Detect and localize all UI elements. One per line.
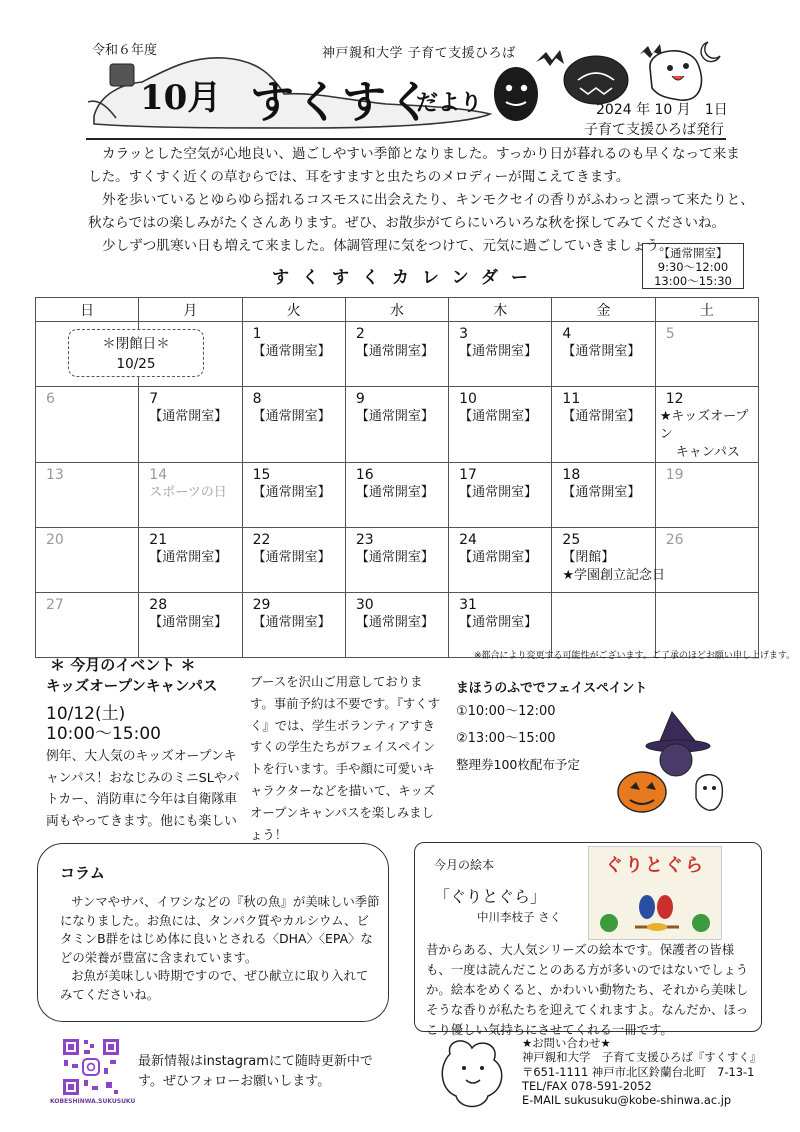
witch-pumpkin-illustration xyxy=(612,706,734,820)
closed-day-label: ＊閉館日＊ xyxy=(102,336,170,352)
calendar-day-cell xyxy=(139,387,242,463)
book-author: 中川李枝子 さく xyxy=(477,910,562,924)
weekday-wed: 水 xyxy=(345,298,448,322)
day-note: 【通常開室】 xyxy=(355,485,434,500)
ticket-info: 整理券100枚配布予定 xyxy=(456,757,580,772)
university-name: 神戸親和大学 子育て支援ひろば xyxy=(322,46,516,61)
day-number: 22 xyxy=(252,532,271,548)
day-number: 10 xyxy=(459,391,477,407)
day-note: ★キッズオープン xyxy=(659,409,749,442)
book-title: 「ぐりとぐら」 xyxy=(434,887,547,906)
day-note: 【通常開室】 xyxy=(459,615,538,630)
calendar-day-cell xyxy=(345,463,448,528)
contact-info xyxy=(522,1036,761,1107)
day-note: 【通常開室】 xyxy=(252,615,331,630)
event-time: 10:00〜15:00 xyxy=(46,724,161,744)
day-number: 8 xyxy=(252,391,262,407)
instagram-qr-code[interactable] xyxy=(60,1036,122,1098)
calendar-day-cell xyxy=(345,528,448,593)
intro-text xyxy=(88,143,754,258)
day-note: 【通常開室】 xyxy=(459,550,538,565)
day-number: 12 xyxy=(665,391,684,407)
calendar-day-cell xyxy=(36,528,139,593)
book-description: 昔からある、大人気シリーズの絵本です。保護者の皆様も、一度は読んだことのある方が多いのではないでしょうか。絵本をめくると、かわいい動物たち、それから美味しそうな香りが私たちを迎えてくれますよ。なんだか、ほっこり優しい気持ちにさせてくれる一冊です。 xyxy=(426,942,749,1037)
instagram-icon xyxy=(83,1059,99,1075)
day-note: 【通常開室】 xyxy=(252,485,331,500)
column-paragraph: お魚が美味しい時期ですので、ぜひ献立に取り入れてみてくださいね。 xyxy=(60,968,369,1002)
closed-day-date: 10/25 xyxy=(116,356,156,372)
day-number: 14 xyxy=(149,467,168,483)
day-number: 15 xyxy=(252,467,271,483)
day-number: 11 xyxy=(562,391,581,407)
day-note: 【通常開室】 xyxy=(149,409,228,424)
contact-email[interactable]: E-MAIL sukusuku@kobe-shinwa.ac.jp xyxy=(522,1093,732,1108)
day-note: 【通常開室】 xyxy=(562,485,641,500)
animals-illustration xyxy=(436,1034,516,1114)
day-number: 16 xyxy=(355,467,374,483)
contact-heading: ★お問い合わせ★ xyxy=(522,1036,611,1050)
calendar-footnote: ※都合により変更する可能性がございます。ご了承のほどお願い申し上げます。 xyxy=(474,651,796,661)
instagram-notice: 最新情報はinstagramにて随時更新中です。ぜひフォローお願いします。 xyxy=(138,1054,373,1089)
calendar-day-cell xyxy=(345,322,448,387)
event-description-1: 例年、大人気のキッズオープンキャンパス！おなじみのミニSLやパトカー、消防車に今年は自衛隊車両もやってきます。他にも楽しい xyxy=(46,749,240,829)
pumpkin-icon xyxy=(618,772,666,812)
calendar-day-cell xyxy=(552,387,655,463)
calendar-day-cell xyxy=(345,593,448,658)
calendar-day-cell xyxy=(552,322,655,387)
hours-morning: 9:30〜12:00 xyxy=(657,260,729,274)
weekday-sun: 日 xyxy=(36,298,139,322)
day-number: 7 xyxy=(149,391,159,407)
halloween-illustration xyxy=(530,36,730,108)
column-paragraph: サンマやサバ、イワシなどの『秋の魚』が美味しい季節になりました。お魚には、タンパク質やカルシウム、ビタミンB群をはじめ体に良いとされる〈DHA〉〈EPA〉などの栄養が豊富に含まれています。 xyxy=(60,894,380,965)
calendar-day-cell xyxy=(449,387,552,463)
contact-phone: TEL/FAX 078-591-2052 xyxy=(522,1078,652,1093)
day-note: キャンパス xyxy=(675,445,740,460)
calendar-day-cell xyxy=(449,322,552,387)
intro-line: 外を歩いているとゆらゆら揺れるコスモスに出会えたり、キンモクセイの香りがふわっと漂って来たりと、 xyxy=(102,192,754,208)
day-number: 17 xyxy=(459,467,477,483)
day-note: 【通常開室】 xyxy=(562,409,641,424)
weekday-mon: 月 xyxy=(139,298,242,322)
day-note: 【通常開室】 xyxy=(355,550,434,565)
column-body xyxy=(60,893,380,1004)
calendar-day-cell xyxy=(242,593,345,658)
day-number: 6 xyxy=(46,391,55,407)
day-note: 【通常開室】 xyxy=(355,344,434,359)
calendar-day-cell xyxy=(655,387,758,463)
title-month: 10月 xyxy=(140,78,222,118)
event-name: キッズオープンキャンパス xyxy=(46,679,218,695)
book-label: 今月の絵本 xyxy=(434,858,495,872)
day-note: ★学園創立記念日 xyxy=(562,568,666,583)
day-note: 【通常開室】 xyxy=(355,409,434,424)
weekday-tue: 火 xyxy=(242,298,345,322)
day-note: 【通常開室】 xyxy=(149,550,228,565)
issue-date: 2024 年 10 月 1日 xyxy=(596,102,728,118)
day-note: 【通常開室】 xyxy=(252,409,331,424)
day-number: 19 xyxy=(665,467,684,483)
calendar-day-cell xyxy=(242,322,345,387)
calendar-day-cell xyxy=(449,463,552,528)
event-heading: ＊ 今月のイベント ＊ xyxy=(50,656,196,674)
book-cover-art xyxy=(589,877,721,937)
day-number: 28 xyxy=(149,597,168,613)
moon-icon xyxy=(701,42,720,62)
face-paint-slot-1: ①10:00〜12:00 xyxy=(456,704,556,719)
calendar-day-cell xyxy=(449,528,552,593)
calendar-day-cell xyxy=(552,528,666,593)
calendar-day-cell xyxy=(345,387,448,463)
intro-line: カラッとした空気が心地良い、過ごしやすい季節となりました。すっかり日が暮れるのも早くなって来ま xyxy=(102,146,740,162)
day-number: 30 xyxy=(355,597,374,613)
weekday-sat: 土 xyxy=(655,298,758,322)
face-paint-slot-2: ②13:00〜15:00 xyxy=(456,731,556,746)
calendar-day-cell xyxy=(139,593,242,658)
event-description-2: ブースを沢山ご用意しております。事前予約は不要です。『すくすく』では、学生ボランティアすきすくの学生たちがフェイスペイントを行います。手や顔に可愛いキャラクターなどを描いて、キッズオープンキャンパスを楽しみましょう！ xyxy=(250,674,441,842)
calendar-day-cell xyxy=(655,463,758,528)
calendar-day-cell xyxy=(36,593,139,658)
calendar-title: すくすくカレンダー xyxy=(272,268,541,288)
intro-line: した。すくすく近くの草むらでは、耳をすますと虫たちのメロディーが聞こえてきます。 xyxy=(88,169,630,185)
intro-line: 少しずつ肌寒い日も増えて来ました。体調管理に気をつけて、元気に過ごしていきましょう。 xyxy=(102,238,673,254)
day-number: 21 xyxy=(149,532,168,548)
day-number: 1 xyxy=(252,326,262,342)
calendar-day-cell xyxy=(655,322,758,387)
opening-hours-box xyxy=(642,243,744,289)
calendar-day-cell xyxy=(139,528,242,593)
day-number: 4 xyxy=(562,326,572,342)
book-cover-image xyxy=(588,846,722,940)
day-note: 【通常開室】 xyxy=(252,550,331,565)
weekday-fri: 金 xyxy=(552,298,655,322)
day-note: スポーツの日 xyxy=(149,485,227,500)
day-note: 【閉館】 xyxy=(562,550,615,565)
calendar-day-cell xyxy=(655,528,758,593)
hours-afternoon: 13:00〜15:30 xyxy=(654,274,732,288)
calendar-day-cell xyxy=(242,528,345,593)
calendar-day-cell xyxy=(139,463,242,528)
day-number: 5 xyxy=(665,326,675,342)
day-number: 29 xyxy=(252,597,271,613)
day-note: 【通常開室】 xyxy=(459,485,538,500)
hours-label: 【通常開室】 xyxy=(658,246,728,260)
day-number: 25 xyxy=(562,532,581,548)
closed-day-badge xyxy=(68,329,204,377)
day-number: 31 xyxy=(459,597,477,613)
day-number: 9 xyxy=(355,391,365,407)
column-title: コラム xyxy=(60,864,105,882)
day-number: 20 xyxy=(46,532,64,548)
calendar-day-cell xyxy=(242,387,345,463)
issuer: 子育て支援ひろば発行 xyxy=(584,122,724,138)
fiscal-year: 令和６年度 xyxy=(92,43,158,58)
day-number: 26 xyxy=(665,532,684,548)
newsletter-title xyxy=(88,58,528,128)
calendar-day-cell xyxy=(36,387,139,463)
title-suffix: だより xyxy=(416,91,483,116)
calendar-day-cell xyxy=(36,463,139,528)
day-note: 【通常開室】 xyxy=(459,344,538,359)
face-paint-title: まほうのふででフェイスペイント xyxy=(456,681,648,696)
day-note: 【通常開室】 xyxy=(355,615,434,630)
day-note: 【通常開室】 xyxy=(562,344,641,359)
weekday-header-row xyxy=(36,298,759,322)
qr-caption: KOBESHINWA.SUKUSUKU xyxy=(50,1098,136,1105)
day-number: 2 xyxy=(355,326,365,342)
day-number: 27 xyxy=(46,597,64,613)
intro-line: 秋ならではの楽しみがたくさんあります。ぜひ、お散歩がてらにいろいろな秋を探してみてくださいね。 xyxy=(88,215,726,231)
bird-icon xyxy=(660,744,692,776)
event-date: 10/12(土) xyxy=(46,704,126,724)
day-number: 23 xyxy=(355,532,374,548)
calendar-day-cell xyxy=(242,463,345,528)
contact-address: 〒651-1111 神戸市北区鈴蘭台北町 7-13-1 xyxy=(522,1064,755,1079)
calendar-week-row xyxy=(36,387,759,463)
day-note: 【通常開室】 xyxy=(149,615,228,630)
calendar-week-row xyxy=(36,463,759,528)
day-number: 18 xyxy=(562,467,581,483)
day-note: 【通常開室】 xyxy=(252,344,331,359)
ghost-icon xyxy=(696,775,722,810)
ghost-icon xyxy=(650,51,701,100)
header-divider xyxy=(86,138,726,140)
day-note: 【通常開室】 xyxy=(459,409,538,424)
calendar-week-row xyxy=(36,528,759,593)
day-number: 3 xyxy=(459,326,469,342)
title-main: すくすく xyxy=(250,77,434,128)
day-number: 24 xyxy=(459,532,477,548)
contact-organization: 神戸親和大学 子育て支援ひろば『すくすく』 xyxy=(522,1050,762,1065)
weekday-thu: 木 xyxy=(449,298,552,322)
book-cover-title: ぐりとぐら xyxy=(605,855,705,876)
day-number: 13 xyxy=(46,467,64,483)
pumpkin-icon xyxy=(564,56,628,104)
calendar-day-cell xyxy=(552,463,655,528)
bat-icon xyxy=(536,50,564,66)
